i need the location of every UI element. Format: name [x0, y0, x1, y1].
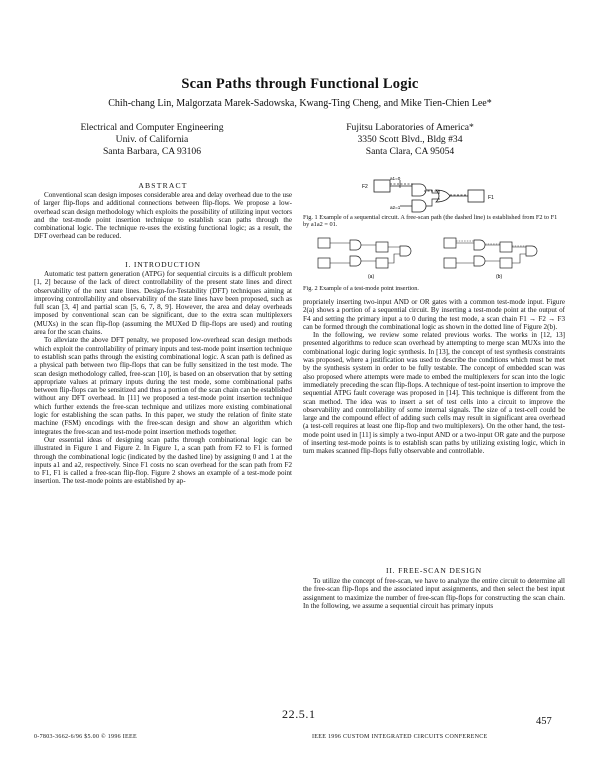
test-mode-gate [474, 256, 485, 266]
flip-flop-f1 [468, 190, 484, 202]
figure-2-label-b: (b) [496, 274, 503, 280]
paragraph: To utilize the concept of free-scan, we have to analyze the entire circuit to determine all the free-scan flip-flops and the associated input assignments, and then select the best input assignment to maximize the number of free-scan flip-flops for constructing the scan chain. In the following, we assume a sequential circuit has primary inputs [303, 577, 565, 610]
paragraph: Our essential ideas of designing scan paths through combinational logic can be illustrated in Figure 1 and Figure 2. In Figure 1, a scan path from F2 to F1 is formed through the combinational logic (indicated by the dashed line) by assigning 0 and 1 at the inputs a1 and a2, respectively. Since F1 costs no scan overhead for the scan path from F2 to F1, F1 is called a free-scan flip-flop. Figure 2 shows an example of a test-mode point insertion. The test-mode points are established by ap- [34, 435, 292, 486]
introduction-body [34, 270, 292, 486]
page-number: 457 [536, 716, 552, 727]
flip-flop [500, 258, 512, 268]
label-a1: a1=0 [390, 176, 401, 181]
gate [400, 246, 411, 256]
abstract-body [34, 191, 292, 241]
figure-2-circuit [314, 232, 556, 280]
gate [350, 240, 361, 250]
affiliation-fujitsu [300, 122, 520, 158]
label-f1: F1 [488, 195, 494, 201]
abstract-heading: ABSTRACT [138, 181, 188, 190]
or-gate [436, 190, 450, 202]
figure-2-caption: Fig. 2 Example of a test-mode point insertion. [303, 285, 419, 292]
affiliation-line: Univ. of California [115, 134, 189, 145]
footer-copyright: 0-7803-3662-6/96 $5.00 © 1996 IEEE [34, 734, 137, 740]
flip-flop [376, 258, 388, 268]
affiliation-line: Santa Clara, CA 95054 [365, 146, 455, 157]
affiliation-line: Fujitsu Laboratories of America* [346, 122, 474, 133]
figure-1-circuit [360, 176, 510, 216]
abstract-paragraph: Conventional scan design imposes considerable area and delay overhead due to the use of larger flip-flops and additional connections between flip-flops. We propose a low-overhead scan design methodology which exploits the possibility of utilizing input vectors and the test-mode point insertion technique to establish scan paths through the combinational logic. The technique re-uses the existing functional logic; as a result, the DFT overhead can be reduced. [34, 191, 292, 241]
affiliation-line: 3350 Scott Blvd., Bldg #34 [357, 134, 463, 145]
flip-flop [444, 258, 456, 268]
flip-flop [318, 238, 330, 248]
free-scan-body [303, 577, 565, 610]
nand-gate [412, 200, 426, 212]
affiliation-line: Electrical and Computer Engineering [80, 122, 224, 133]
affiliation-ucsb [42, 122, 262, 158]
author-list: Chih-chang Lin, Malgorzata Marek-Sadowska, Kwang-Ting Cheng, and Mike Tien-Chien Lee* [108, 98, 492, 109]
wires [330, 243, 400, 263]
flip-flop [500, 242, 512, 252]
flip-flop [318, 258, 330, 268]
paper-title: Scan Paths through Functional Logic [181, 76, 419, 92]
figure-1-caption: Fig. 1 Example of a sequential circuit. A free-scan path (the dashed line) is established from F2 to F1 by a1a2 = 01. [303, 214, 558, 229]
gate [350, 256, 361, 266]
flip-flop [376, 242, 388, 252]
paragraph: In the following, we review some related previous works. The works in [12, 13] presented algorithms to reduce scan overhead by attempting to merge scan MUXs into the combinational logic during logic synthesis. In [13], the concept of test synthesis constraints was proposed, where a justification was used to describe the conditions which must be met by the synthesis system in order to be fully testable. The concept of embedded scan was also proposed where attempts were made to embed the multiplexers for scan into the logic immediately preceding the scan flip-flops. A technique of test-point insertion to improve the sequential ATPG fault coverage was proposed in [14]. This technique is different from the scan method. The idea was to insert a set of test cells into a circuit to improve the observability and controllability of some internal signals. The size of a test-cell could be large and the compound effect of adding such cells may result in significant area overhead (a test-cell requires at least one flip-flop and two multiplexers). On the other hand, the test-mode point used in [11] is simply a two-input AND or a two-input OR gate and the purpose of inserting test-mode points is to establish scan paths by utilizing existing logic, which in turn makes scanned flip-flops fully observable and controllable. [303, 331, 565, 456]
footer-conference: IEEE 1996 CUSTOM INTEGRATED CIRCUITS CONFERENCE [312, 734, 488, 740]
figure-2-label-a: (a) [368, 274, 375, 280]
and-gate [412, 184, 426, 196]
section-heading-free-scan: II. FREE-SCAN DESIGN [386, 566, 482, 575]
paragraph: To alleviate the above DFT penalty, we proposed low-overhead scan design methods which exploit the controllability of primary inputs and test-mode point insertion technique to establish scan paths through the existing combinational logic. A scan path is defined as a physical path between two flip-flops that can be fully sensitized in the test mode. The scan design methodology called, free-scan [10], is based on an observation that by setting appropriate values at primary inputs during the test mode, some combinational paths between flip-flops can be sensitized and thus a portion of the scan chain can be established without any DFT overhead. In [11] we proposed a test-mode point insertion technique which further extends the free-scan technique and utilizes more existing combinational logic for establishing the scan paths. In this paper, we study the relation of finite state machine (FSM) encodings with the free-scan design and show an algorithm which integrates the free-scan and test-mode point insertion methods together. [34, 336, 292, 436]
paragraph: propriately inserting two-input AND or OR gates with a common test-mode input. Figure 2(a) shows a portion of a sequential circuit. By inserting a test-mode point at the output of F4 and setting the primary input a to 0 during the test mode, a scan chain F1 → F2 → F3 can be formed through the combinational logic as shown in the dotted line of Figure 2(b). [303, 298, 565, 331]
right-column-body [303, 298, 565, 456]
affiliation-line: Santa Barbara, CA 93106 [102, 146, 202, 157]
gate [526, 246, 537, 256]
flip-flop-f2 [374, 180, 390, 192]
paragraph: Automatic test pattern generation (ATPG) for sequential circuits is a difficult problem [1, 2] because of the lack of direct controllability of the present state lines and direct observability of the next state lines. Design-for-Testability (DFT) techniques aiming at improving controllability and observability of the state lines have been proposed, such as full scan [3, 4] and partial scan [5, 6, 7, 8, 9]. However, the area and delay overheads imposed by conventional scan can be significant, due to the extra scan multiplexers (MUXs) in the scan flip-flop (assuming the MUXed D flip-flops are used) and routing area for the scan chains. [34, 270, 292, 337]
label-f2: F2 [362, 184, 368, 190]
label-a2: a2=1 [390, 205, 401, 210]
section-heading-introduction: I. INTRODUCTION [125, 260, 201, 269]
free-scan-path [390, 184, 468, 195]
gate [474, 240, 485, 250]
session-number: 22.5.1 [282, 707, 316, 721]
flip-flop [444, 238, 456, 248]
